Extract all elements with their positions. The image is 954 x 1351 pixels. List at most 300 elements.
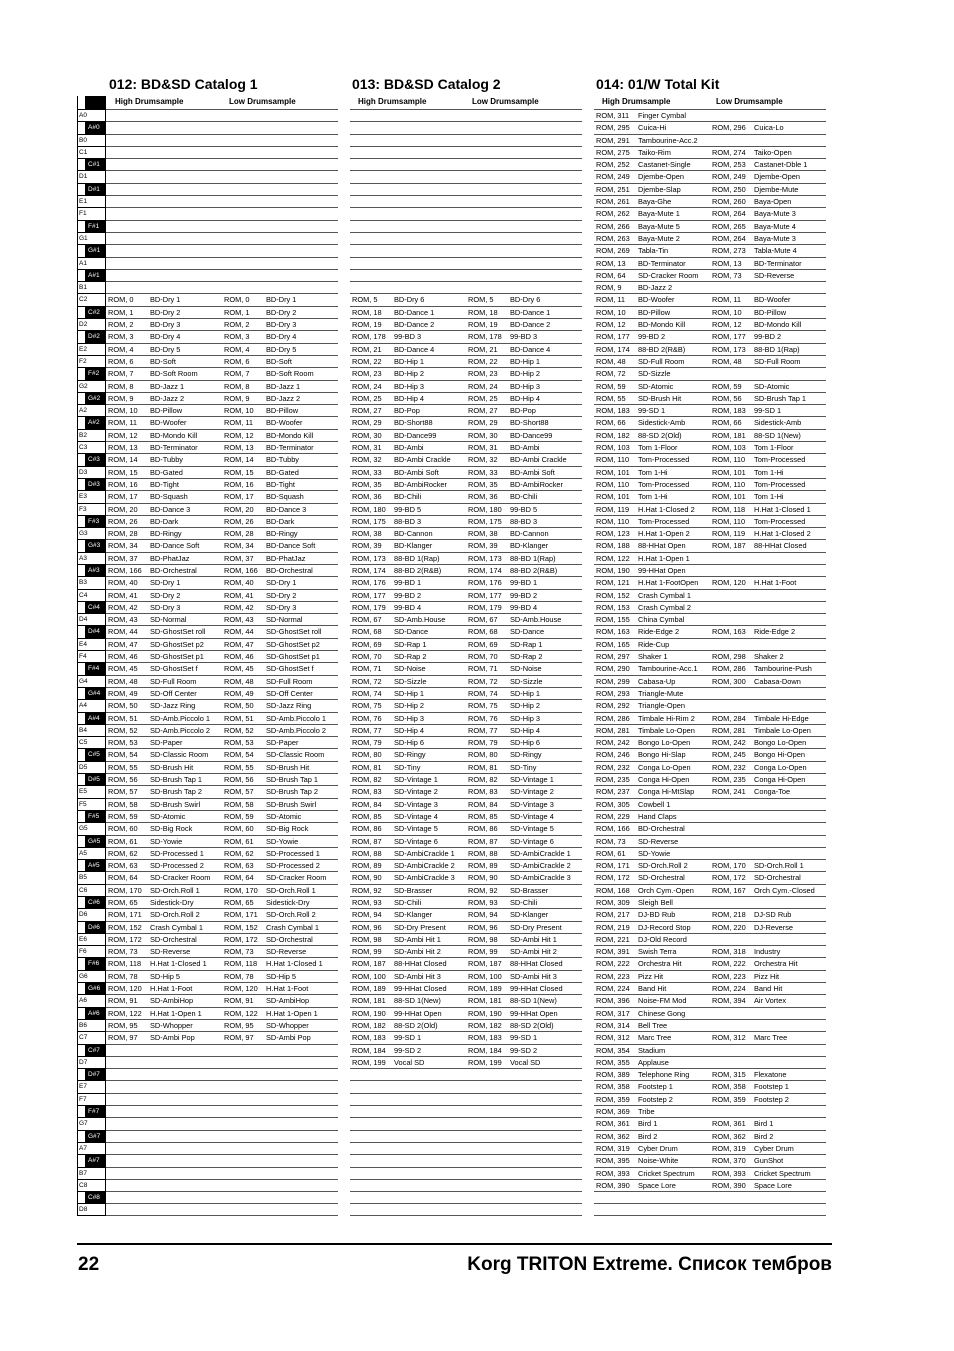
- table-row: [106, 736, 338, 748]
- table-row: [594, 945, 826, 957]
- sample-name: Sidestick-Amb: [638, 418, 686, 428]
- sample-name: BD-Hip 2: [510, 369, 540, 379]
- key-name: D6: [79, 911, 88, 919]
- table-row: [350, 736, 582, 748]
- rom-number: ROM, 232: [712, 762, 746, 772]
- rom-number: ROM, 40: [108, 578, 138, 588]
- rom-number: ROM, 229: [596, 811, 630, 821]
- rom-number: ROM, 263: [596, 233, 630, 243]
- rom-number: ROM, 39: [468, 541, 498, 551]
- key-label: [77, 1019, 106, 1031]
- rom-number: ROM, 5: [352, 295, 378, 305]
- rom-number: ROM, 88: [352, 848, 382, 858]
- key-name: E4: [79, 640, 87, 648]
- sample-name: Ride-Cup: [638, 639, 670, 649]
- sample-name: Pizz Hit: [638, 971, 664, 981]
- sample-name: BD-Dance 4: [394, 344, 435, 354]
- sample-name: BD-Woofer: [638, 295, 675, 305]
- rom-number: ROM, 31: [352, 443, 382, 453]
- sample-name: SD-Chili: [510, 898, 538, 907]
- rom-number: ROM, 184: [352, 1045, 386, 1055]
- sample-name: SD-Normal: [266, 615, 303, 625]
- table-row: [594, 884, 826, 896]
- table-row: [594, 699, 826, 711]
- table-row: [106, 957, 338, 969]
- sample-name: SD-Classic Room: [150, 750, 209, 760]
- table-row: [106, 183, 338, 195]
- key-label: [77, 576, 106, 588]
- rom-number: ROM, 281: [712, 725, 746, 735]
- table-row: [106, 503, 338, 515]
- rom-number: ROM, 74: [352, 688, 382, 698]
- key-name: D3: [79, 468, 88, 476]
- sample-name: SD-Brush Tap 1: [150, 775, 203, 785]
- rom-number: ROM, 93: [352, 898, 382, 907]
- key-label: [77, 945, 106, 957]
- rom-number: ROM, 175: [468, 516, 502, 526]
- table-row: [594, 564, 826, 576]
- sample-name: Flexatone: [754, 1070, 787, 1080]
- sample-name: SD-AmbiCrackle 3: [394, 873, 455, 883]
- key-label: [77, 1007, 106, 1019]
- rom-number: ROM, 56: [712, 393, 742, 403]
- rom-number: ROM, 97: [224, 1033, 254, 1043]
- key-label: [77, 1142, 106, 1154]
- key-name: C#6: [85, 897, 106, 908]
- rom-number: ROM, 224: [712, 984, 746, 994]
- rom-number: ROM, 15: [224, 467, 254, 477]
- rom-number: ROM, 47: [108, 639, 138, 649]
- sample-name: SD-Orchestral: [150, 934, 197, 944]
- rom-number: ROM, 60: [108, 824, 138, 834]
- rom-number: ROM, 362: [596, 1131, 630, 1141]
- sample-name: Baya-Mute 5: [638, 221, 680, 231]
- key-label: [77, 1068, 106, 1080]
- table-row: [106, 1142, 338, 1154]
- rom-number: ROM, 59: [108, 811, 138, 821]
- key-label: [77, 281, 106, 293]
- rom-number: ROM, 78: [108, 971, 138, 981]
- rom-number: ROM, 362: [712, 1131, 746, 1141]
- rom-number: ROM, 49: [108, 688, 138, 698]
- key-label: [77, 490, 106, 502]
- sample-name: Telephone Ring: [638, 1070, 690, 1080]
- rom-number: ROM, 118: [224, 959, 258, 969]
- sample-name: BD-Hip 3: [394, 381, 424, 391]
- rom-number: ROM, 241: [712, 787, 746, 797]
- key-name: F#2: [85, 368, 106, 379]
- table-row: [594, 503, 826, 515]
- table-row: [106, 232, 338, 244]
- sample-name: BD-Dance99: [510, 430, 553, 440]
- table-row: [594, 355, 826, 367]
- sample-name: 99-HHat Open: [394, 1008, 442, 1018]
- rom-number: ROM, 6: [224, 356, 250, 366]
- key-label: [77, 835, 106, 847]
- rom-number: ROM, 50: [108, 701, 138, 711]
- rom-number: ROM, 25: [352, 393, 382, 403]
- rom-number: ROM, 66: [712, 418, 742, 428]
- sample-name: 88-SD 2(Old): [510, 1020, 554, 1030]
- table-row: [594, 429, 826, 441]
- rom-number: ROM, 165: [596, 639, 630, 649]
- key-name: F2: [79, 357, 87, 365]
- rom-number: ROM, 122: [224, 1008, 258, 1018]
- rom-number: ROM, 57: [108, 787, 138, 797]
- key-label: [77, 908, 106, 920]
- table-row: [594, 170, 826, 182]
- table-row: [350, 1044, 582, 1056]
- sample-name: BD-Jazz 2: [150, 393, 185, 403]
- sample-name: BD-Hip 2: [394, 369, 424, 379]
- rom-number: ROM, 94: [468, 910, 498, 920]
- table-row: [350, 835, 582, 847]
- key-name: D1: [79, 173, 88, 181]
- table-row: [350, 675, 582, 687]
- key-name: A#6: [85, 1008, 106, 1019]
- table-row: [594, 908, 826, 920]
- table-row: [350, 1191, 582, 1203]
- key-name: A7: [79, 1144, 87, 1152]
- rom-number: ROM, 181: [468, 996, 502, 1006]
- rom-number: ROM, 118: [712, 504, 746, 514]
- sample-name: SD-Orch.Roll 2: [150, 910, 200, 920]
- rom-number: ROM, 122: [596, 553, 630, 563]
- key-name: A#7: [85, 1155, 106, 1166]
- table-row: [350, 1130, 582, 1142]
- table-row: [594, 1154, 826, 1166]
- table-row: [106, 1080, 338, 1092]
- table-row: [350, 490, 582, 502]
- sample-name: Space Lore: [754, 1180, 792, 1190]
- table-row: [350, 134, 582, 146]
- rom-number: ROM, 71: [352, 664, 382, 674]
- table-row: [106, 785, 338, 797]
- sample-name: BD-Dry 5: [266, 344, 297, 354]
- rom-number: ROM, 260: [712, 197, 746, 207]
- sample-name: SD-Vintage 1: [394, 775, 438, 785]
- sample-name: 99-BD 2: [394, 590, 422, 600]
- sample-name: BD-Dance 4: [510, 344, 551, 354]
- rom-number: ROM, 305: [596, 799, 630, 809]
- table-row: [350, 1154, 582, 1166]
- rom-number: ROM, 246: [596, 750, 630, 760]
- rom-number: ROM, 6: [108, 356, 134, 366]
- rom-number: ROM, 182: [596, 430, 630, 440]
- sample-name: China Cymbal: [638, 615, 685, 625]
- table-row: [350, 330, 582, 342]
- key-label: [77, 724, 106, 736]
- sample-name: SD-Orch.Roll 2: [638, 861, 688, 871]
- sample-name: 88-HHat Closed: [394, 959, 447, 969]
- rom-number: ROM, 237: [596, 787, 630, 797]
- sample-name: SD-Dry 2: [266, 590, 297, 600]
- table-row: [594, 933, 826, 945]
- table-row: [594, 552, 826, 564]
- table-row: [106, 896, 338, 908]
- key-label: [77, 220, 106, 232]
- catalog-table-2: [350, 109, 582, 1216]
- page-number: 22: [78, 1254, 100, 1275]
- sample-name: Tom-Processed: [638, 516, 690, 526]
- rom-number: ROM, 19: [468, 320, 498, 330]
- sample-name: H.Hat 1-Open 1: [638, 553, 690, 563]
- sample-name: SD-AmbiCrackle 1: [510, 848, 571, 858]
- rom-number: ROM, 361: [596, 1119, 630, 1129]
- sample-name: 88-SD 2(Old): [394, 1020, 438, 1030]
- rom-number: ROM, 218: [712, 910, 746, 920]
- rom-number: ROM, 55: [596, 393, 626, 403]
- key-label: [77, 306, 106, 318]
- sample-name: H.Hat 1-Closed 1: [150, 959, 207, 969]
- table-row: [594, 1068, 826, 1080]
- rom-number: ROM, 18: [468, 307, 498, 317]
- rom-number: ROM, 173: [468, 553, 502, 563]
- sample-name: BD-Soft Room: [150, 369, 198, 379]
- key-name: C8: [79, 1181, 88, 1189]
- table-row: [594, 835, 826, 847]
- sample-name: SD-Processed 2: [266, 861, 320, 871]
- rom-number: ROM, 177: [596, 332, 630, 342]
- table-row: [350, 884, 582, 896]
- key-label: [77, 1167, 106, 1179]
- rom-number: ROM, 64: [596, 270, 626, 280]
- table-row: [594, 490, 826, 502]
- table-row: [350, 773, 582, 785]
- key-name: C4: [79, 591, 88, 599]
- sample-name: BD-Mondo Kill: [266, 430, 314, 440]
- key-name: C1: [79, 148, 88, 156]
- rom-number: ROM, 73: [596, 836, 626, 846]
- rom-number: ROM, 220: [712, 922, 746, 932]
- sample-name: SD-Dry 1: [150, 578, 181, 588]
- sample-name: SD-Vintage 2: [394, 787, 438, 797]
- sample-name: SD-Amb.Piccolo 2: [266, 725, 326, 735]
- key-name: F6: [79, 948, 87, 956]
- sample-name: Hand Claps: [638, 811, 677, 821]
- sample-name: SD-Ambi Pop: [150, 1033, 195, 1043]
- rom-number: ROM, 155: [596, 615, 630, 625]
- sample-name: SD-Dry Present: [510, 922, 562, 932]
- sample-name: SD-Big Rock: [266, 824, 309, 834]
- table-row: [350, 638, 582, 650]
- rom-number: ROM, 64: [224, 873, 254, 883]
- sample-name: SD-Tiny: [394, 762, 421, 772]
- rom-number: ROM, 38: [468, 529, 498, 539]
- header-high-2: High Drumsample: [358, 97, 427, 106]
- sample-name: Cyber Drum: [754, 1143, 794, 1153]
- sample-name: SD-Jazz Ring: [150, 701, 196, 711]
- sample-name: BD-Dry 5: [150, 344, 181, 354]
- table-row: [594, 847, 826, 859]
- key-name: G5: [79, 825, 88, 833]
- sample-name: BD-Short88: [394, 418, 433, 428]
- table-row: [106, 638, 338, 650]
- table-row: [350, 539, 582, 551]
- rom-number: ROM, 101: [712, 492, 746, 502]
- rom-number: ROM, 119: [712, 529, 746, 539]
- sample-name: BD-Soft Room: [266, 369, 314, 379]
- sample-name: SD-Cracker Room: [150, 873, 211, 883]
- key-name: G6: [79, 972, 88, 980]
- rom-number: ROM, 51: [224, 713, 254, 723]
- table-row: [350, 392, 582, 404]
- rom-number: ROM, 153: [596, 602, 630, 612]
- rom-number: ROM, 4: [108, 344, 134, 354]
- sample-name: SD-Sizzle: [638, 369, 671, 379]
- key-label: [77, 810, 106, 822]
- sample-name: SD-AmbiCrackle 1: [394, 848, 455, 858]
- rom-number: ROM, 74: [468, 688, 498, 698]
- rom-number: ROM, 99: [352, 947, 382, 957]
- table-row: [350, 1117, 582, 1129]
- table-row: [106, 269, 338, 281]
- sample-name: BD-Ambi Soft: [510, 467, 555, 477]
- key-label: [77, 1031, 106, 1043]
- rom-number: ROM, 189: [468, 984, 502, 994]
- sample-name: BD-Woofer: [266, 418, 303, 428]
- key-name: B7: [79, 1169, 87, 1177]
- table-row: [350, 970, 582, 982]
- sample-name: Crash Cymbal 1: [150, 922, 203, 932]
- rom-number: ROM, 171: [108, 910, 142, 920]
- sample-name: Tom-Processed: [754, 516, 806, 526]
- sample-name: Djembe-Open: [638, 172, 685, 182]
- table-row: [106, 490, 338, 502]
- table-row: [106, 970, 338, 982]
- table-row: [350, 589, 582, 601]
- sample-name: Baya-Mute 2: [638, 233, 680, 243]
- sample-name: SD-Jazz Ring: [266, 701, 312, 711]
- rom-number: ROM, 120: [108, 984, 142, 994]
- rom-number: ROM, 77: [468, 725, 498, 735]
- sample-name: Cabasa-Down: [754, 676, 801, 686]
- rom-number: ROM, 110: [712, 479, 746, 489]
- sample-name: SD-Reverse: [150, 947, 191, 957]
- sample-name: Bongo Lo-Open: [754, 738, 807, 748]
- rom-number: ROM, 70: [468, 652, 498, 662]
- rom-number: ROM, 77: [352, 725, 382, 735]
- table-row: [594, 724, 826, 736]
- rom-number: ROM, 69: [468, 639, 498, 649]
- sample-name: SD-Hip 2: [510, 701, 540, 711]
- rom-number: ROM, 62: [224, 848, 254, 858]
- sample-name: SD-Ambi Hit 1: [510, 934, 557, 944]
- key-label: [77, 293, 106, 305]
- key-label: [77, 1179, 106, 1191]
- sample-name: BD-Hip 1: [510, 356, 540, 366]
- sample-name: SD-Amb.Piccolo 2: [150, 725, 210, 735]
- key-name: G#7: [85, 1131, 106, 1142]
- key-label: [77, 699, 106, 711]
- table-row: [594, 121, 826, 133]
- rom-number: ROM, 58: [224, 799, 254, 809]
- rom-number: ROM, 242: [596, 738, 630, 748]
- rom-number: ROM, 25: [468, 393, 498, 403]
- sample-name: SD-Dance: [394, 627, 429, 637]
- sample-name: SD-Brush Hit: [150, 762, 194, 772]
- rom-number: ROM, 359: [596, 1094, 630, 1104]
- sample-name: Band Hit: [638, 984, 667, 994]
- sample-name: Bird 1: [638, 1119, 658, 1129]
- rom-number: ROM, 80: [468, 750, 498, 760]
- sample-name: SD-Processed 2: [150, 861, 204, 871]
- key-label: [77, 121, 106, 133]
- table-row: [106, 1167, 338, 1179]
- rom-number: ROM, 172: [224, 934, 258, 944]
- sample-name: BD-Pillow: [266, 406, 299, 416]
- key-label: [77, 884, 106, 896]
- sample-name: Tom 1-Floor: [638, 443, 678, 453]
- sample-name: SD-Rap 1: [394, 639, 427, 649]
- table-row: [350, 466, 582, 478]
- key-name: A2: [79, 407, 87, 415]
- table-row: [350, 896, 582, 908]
- key-label: [77, 1044, 106, 1056]
- key-label: [77, 343, 106, 355]
- table-row: [594, 921, 826, 933]
- sample-name: 99-BD 2: [638, 332, 666, 342]
- rom-number: ROM, 314: [596, 1020, 630, 1030]
- rom-number: ROM, 224: [596, 984, 630, 994]
- rom-number: ROM, 223: [596, 971, 630, 981]
- rom-number: ROM, 286: [712, 664, 746, 674]
- sample-name: DJ-Old Record: [638, 934, 687, 944]
- table-row: [350, 859, 582, 871]
- rom-number: ROM, 70: [352, 652, 382, 662]
- sample-name: 99-SD 1: [638, 406, 666, 416]
- rom-number: ROM, 273: [712, 246, 746, 256]
- sample-name: SD-Atomic: [638, 381, 674, 391]
- rom-number: ROM, 251: [596, 184, 630, 194]
- sample-name: Castanet-Dble 1: [754, 160, 808, 170]
- sample-name: Orchestra Hit: [638, 959, 682, 969]
- rom-number: ROM, 172: [712, 873, 746, 883]
- sample-name: SD-Orch.Roll 1: [266, 885, 316, 895]
- rom-number: ROM, 183: [712, 406, 746, 416]
- table-row: [350, 416, 582, 428]
- rom-number: ROM, 99: [468, 947, 498, 957]
- key-name: D#5: [85, 774, 106, 785]
- key-label: [77, 257, 106, 269]
- table-row: [594, 367, 826, 379]
- rom-number: ROM, 92: [352, 885, 382, 895]
- table-row: [594, 220, 826, 232]
- rom-number: ROM, 27: [468, 406, 498, 416]
- sample-name: SD-Amb.House: [510, 615, 562, 625]
- sample-name: Orchestra Hit: [754, 959, 798, 969]
- sample-name: BD-Dark: [266, 516, 295, 526]
- rom-number: ROM, 9: [108, 393, 134, 403]
- key-label: [77, 134, 106, 146]
- table-row: [594, 207, 826, 219]
- rom-number: ROM, 76: [352, 713, 382, 723]
- key-name: D#1: [85, 184, 106, 195]
- sample-name: BD-Orchestral: [150, 565, 197, 575]
- sample-name: BD-Short88: [510, 418, 549, 428]
- sample-name: Cyber Drum: [638, 1143, 678, 1153]
- table-row: [106, 748, 338, 760]
- key-name: A0: [79, 112, 87, 119]
- rom-number: ROM, 178: [468, 332, 502, 342]
- rom-number: ROM, 56: [108, 775, 138, 785]
- sample-name: BD-Jazz 1: [150, 381, 185, 391]
- sample-name: BD-Dry 2: [150, 307, 181, 317]
- key-label: [77, 921, 106, 933]
- rom-number: ROM, 172: [108, 934, 142, 944]
- key-label: [77, 429, 106, 441]
- header-low-1: Low Drumsample: [229, 97, 296, 106]
